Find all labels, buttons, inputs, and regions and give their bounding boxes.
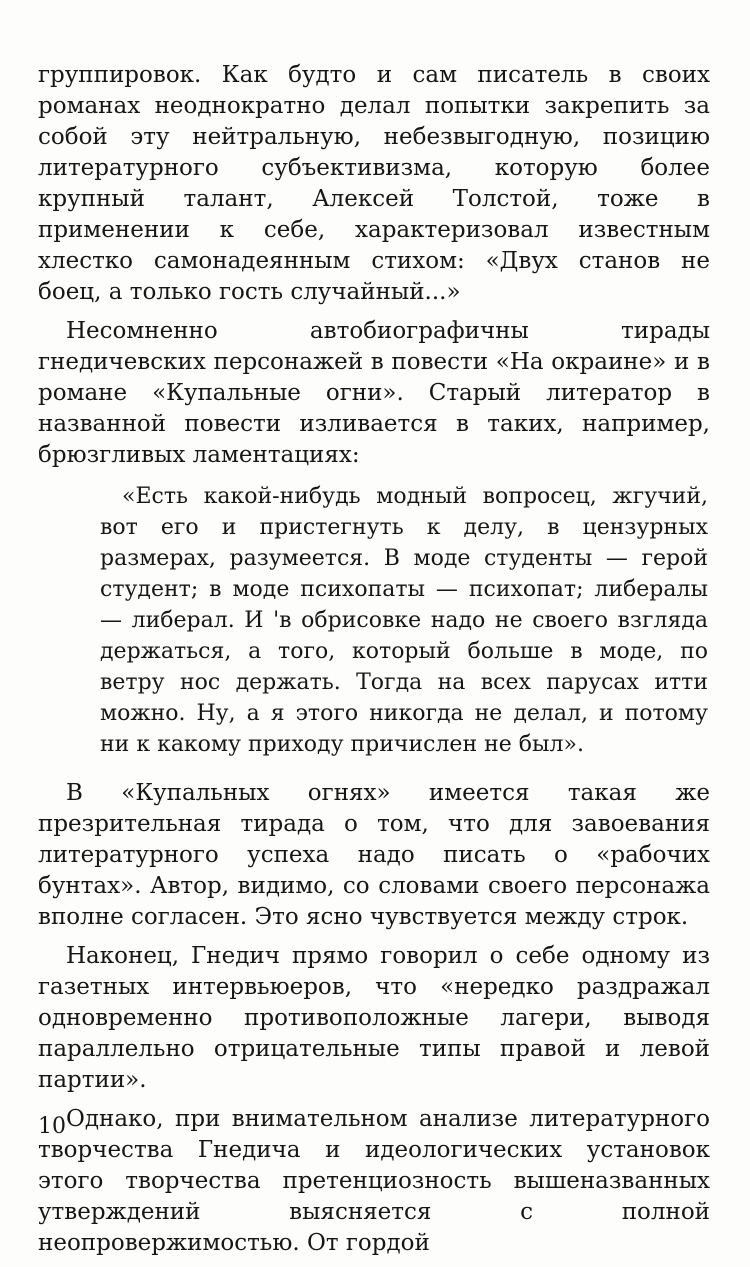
paragraph-3: В «Купальных огнях» имеется такая же презрительная тирада о том, что для завоевания литературного успеха надо писать о «рабочих бунтах». Автор, видимо, со словами своего персонажа вполне согласен. Это ясно чувствуется между строк. [38, 780, 710, 930]
paragraph-1: группировок. Как будто и сам писатель в своих романах неоднократно делал попытки закрепить за собой эту нейтральную, небезвыгодную, позицию литературного субъективизма, которую более крупный талант, Алексей Толстой, тоже в применении к себе, характеризовал известным хлестко самонадеянным стихом: «Двух станов не боец, а только гость случайный...» [38, 62, 710, 305]
page-body [38, 60, 710, 1267]
paragraph-4: Наконец, Гнедич прямо говорил о себе одному из газетных интервьюеров, что «нередко раздражал одновременно противоположные лагери, выводя параллельно отрицательные типы правой и левой партии». [38, 943, 710, 1093]
block-quote: «Есть какой-нибудь модный вопросец, жгучий, вот его и пристегнуть к делу, в цензурных размерах, разумеется. В моде студенты — герой студент; в моде психопаты — психопат; либералы — либерал. И 'в обрисовке надо не своего взгляда держаться, а того, который больше в моде, по ветру нос держать. Тогда на всех парусах итти можно. Ну, а я этого никогда не делал, и потому ни к какому приходу причислен не был». [100, 484, 708, 757]
paragraph-5: Однако, при внимательном анализе литературного творчества Гнедича и идеологических установок этого творчества претенциозность вышеназванных утверждений выясняется с полной неопровержимостью. От гордой [38, 1106, 710, 1256]
paragraph-2: Несомненно автобиографичны тирады гнедичевских персонажей в повести «На окраине» и в романе «Купальные огни». Старый литератор в названной повести изливается в таких, например, брюзгливых ламентациях: [38, 318, 710, 468]
page-number: 10 [38, 1114, 66, 1139]
